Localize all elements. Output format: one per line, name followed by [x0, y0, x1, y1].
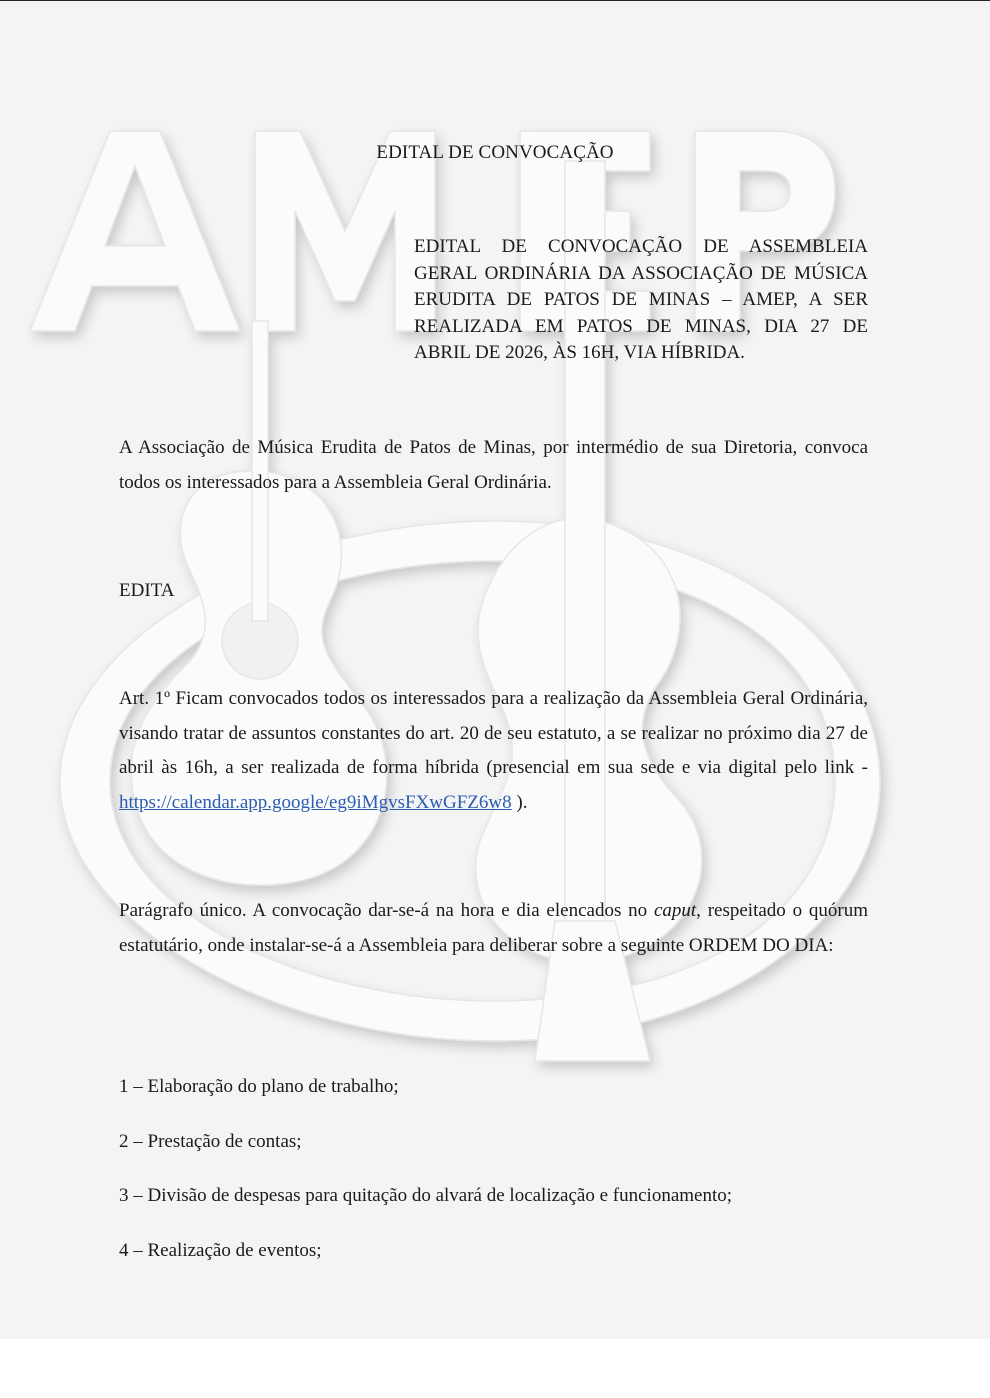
- paragrafo-unico-text: Parágrafo único. A convocação dar-se-á na hora e dia elencados no: [119, 900, 654, 921]
- document-content: [0, 1, 990, 1339]
- agenda-item: 1 – Elaboração do plano de trabalho;: [119, 1076, 399, 1097]
- paragrafo-unico: [119, 894, 868, 963]
- article-1-paragraph: [119, 682, 868, 820]
- page-bottom-margin: [0, 1339, 990, 1398]
- document-page: [0, 1, 990, 1339]
- article-1-text: Art. 1º Ficam convocados todos os interessados para a realização da Assembleia Geral Ordinária, visando tratar de assuntos constantes do art. 20 de seu estatuto, a se realizar no próximo dia 27 de abril às 16h, a ser realizada de forma híbrida (presencial em sua sede e via digital pelo link -: [119, 688, 868, 778]
- calendar-link[interactable]: https://calendar.app.google/eg9iMgvsFXwGFZ6w8: [119, 791, 512, 813]
- caput-italic: caput: [653, 900, 697, 921]
- agenda-item: 3 – Divisão de despesas para quitação do alvará de localização e funcionamento;: [119, 1185, 733, 1206]
- intro-paragraph: A Associação de Música Erudita de Patos de Minas, por intermédio de sua Diretoria, convoca todos os interessados para a Assembleia Geral Ordinária.: [119, 437, 868, 493]
- edita-heading: EDITA: [119, 580, 175, 601]
- document-subtitle: EDITAL DE CONVOCAÇÃO DE ASSEMBLEIA GERAL ORDINÁRIA DA ASSOCIAÇÃO DE MÚSICA ERUDITA DE PATOS DE MINAS – AMEP, A SER REALIZADA EM PATOS DE MINAS, DIA 27 DE ABRIL DE 2026, ÀS 16H, VIA HÍBRIDA.: [414, 236, 868, 363]
- agenda-item: 2 – Prestação de contas;: [119, 1131, 302, 1152]
- paragrafo-unico-text-end: , respeitado o quórum estatutário, onde instalar-se-á a Assembleia para deliberar sobre a seguinte ORDEM DO DIA:: [119, 900, 869, 956]
- document-title: EDITAL DE CONVOCAÇÃO: [376, 142, 614, 163]
- article-1-text-end: ).: [511, 791, 528, 813]
- agenda-item: 4 – Realização de eventos;: [119, 1240, 322, 1261]
